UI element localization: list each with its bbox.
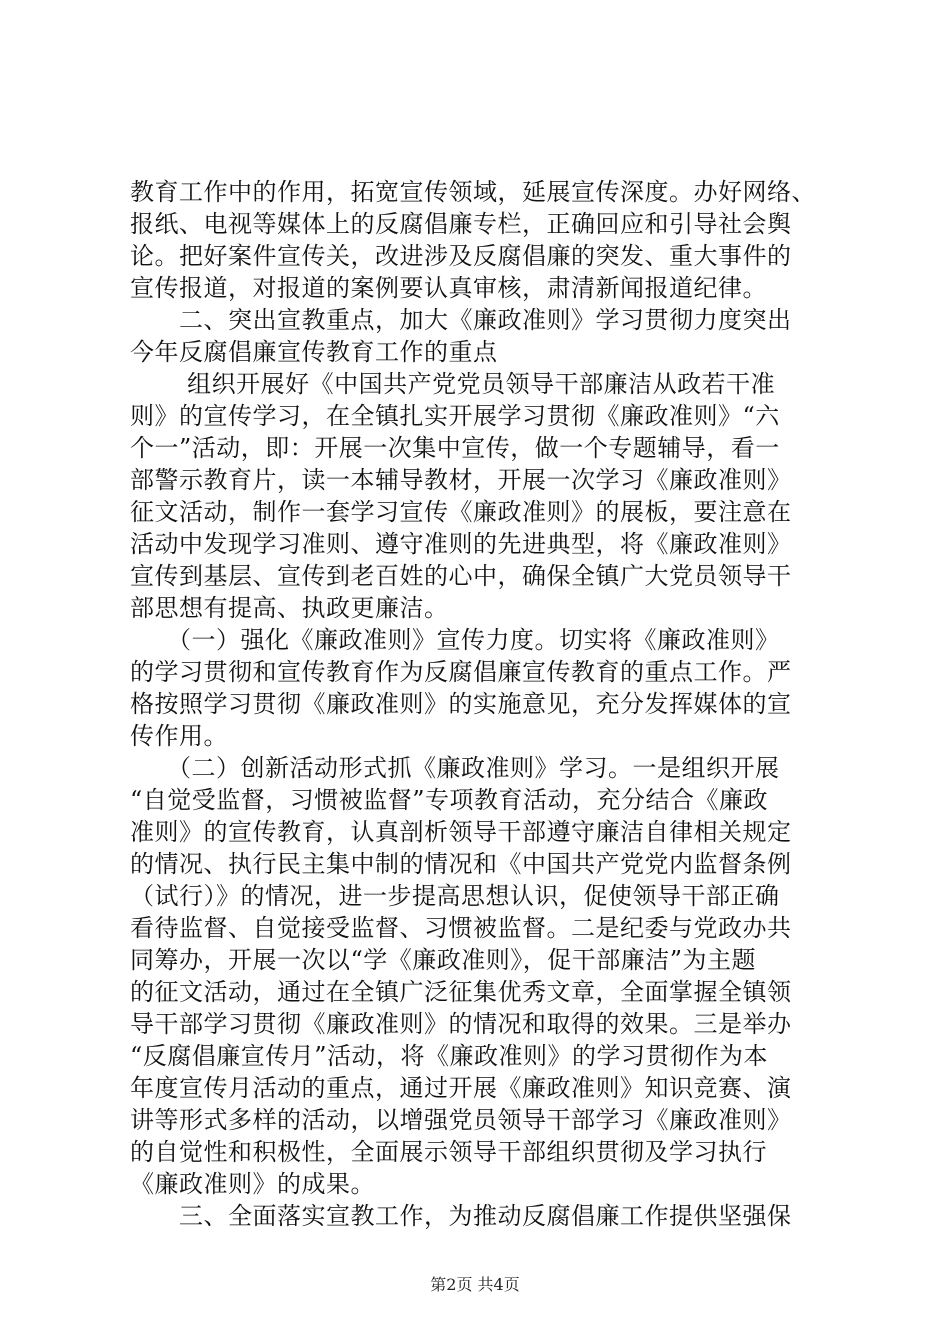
text-line: 教育工作中的作用，拓宽宣传领域，延展宣传深度。办好网络、 [130, 178, 816, 206]
text-line: 年度宣传月活动的重点，通过开展《廉政准则》知识竞赛、演 [130, 1074, 792, 1102]
text-line: 组织开展好《中国共产党党员领导干部廉洁从政若干准 [130, 370, 776, 398]
text-line: 报纸、电视等媒体上的反腐倡廉专栏，正确回应和引导社会舆 [130, 210, 792, 238]
text-line: 的征文活动，通过在全镇广泛征集优秀文章，全面掌握全镇领 [130, 978, 792, 1006]
text-line: 准则》的宣传教育，认真剖析领导干部遵守廉洁自律相关规定 [130, 818, 792, 846]
text-line: 的自觉性和积极性，全面展示领导干部组织贯彻及学习执行 [130, 1138, 767, 1166]
text-line: （二）创新活动形式抓《廉政准则》学习。一是组织开展 [130, 754, 780, 782]
text-line: 看待监督、自觉接受监督、习惯被监督。二是纪委与党政办共 [130, 914, 792, 942]
text-line: 传作用。 [130, 722, 228, 750]
text-line: 《廉政准则》的成果。 [130, 1170, 375, 1198]
text-line: 活动中发现学习准则、遵守准则的先进典型，将《廉政准则》 [130, 530, 792, 558]
text-line: 部警示教育片，读一本辅导教材，开展一次学习《廉政准则》 [130, 466, 792, 494]
text-line: 宣传到基层、宣传到老百姓的心中，确保全镇广大党员领导干 [130, 562, 792, 590]
text-line: （一）强化《廉政准则》宣传力度。切实将《廉政准则》 [130, 626, 780, 654]
section-heading-line: 三、全面落实宣教工作，为推动反腐倡廉工作提供坚强保 [130, 1202, 792, 1230]
text-line: “反腐倡廉宣传月”活动，将《廉政准则》的学习贯彻作为本 [130, 1042, 769, 1070]
text-line: 征文活动，制作一套学习宣传《廉政准则》的展板，要注意在 [130, 498, 792, 526]
text-line: 同筹办，开展一次以“学《廉政准则》，促干部廉洁”为主题 [130, 946, 757, 974]
text-line: 导干部学习贯彻《廉政准则》的情况和取得的效果。三是举办 [130, 1010, 792, 1038]
text-line: 的情况、执行民主集中制的情况和《中国共产党党内监督条例 [130, 850, 792, 878]
text-line: 宣传报道，对报道的案例要认真审核，肃清新闻报道纪律。 [130, 274, 767, 302]
page-number-footer: 第2页 共4页 [430, 1275, 520, 1294]
text-line: 部思想有提高、执政更廉洁。 [130, 594, 449, 622]
text-line: 个一”活动，即：开展一次集中宣传，做一个专题辅导，看一 [130, 434, 780, 462]
text-line: 则》的宣传学习，在全镇扎实开展学习贯彻《廉政准则》“六 [130, 402, 780, 430]
text-line: 的学习贯彻和宣传教育作为反腐倡廉宣传教育的重点工作。严 [130, 658, 792, 686]
section-heading-line: 今年反腐倡廉宣传教育工作的重点 [130, 338, 498, 366]
text-line: 格按照学习贯彻《廉政准则》的实施意见，充分发挥媒体的宣 [130, 690, 792, 718]
section-heading-line: 二、突出宣教重点，加大《廉政准则》学习贯彻力度突出 [130, 306, 792, 334]
text-line: “自觉受监督，习惯被监督”专项教育活动，充分结合《廉政 [130, 786, 769, 814]
text-line: （试行）》的情况，进一步提高思想认识，促使领导干部正确 [130, 882, 780, 910]
document-body [130, 176, 830, 1232]
text-line: 论。把好案件宣传关，改进涉及反腐倡廉的突发、重大事件的 [130, 242, 792, 270]
text-line: 讲等形式多样的活动，以增强党员领导干部学习《廉政准则》 [130, 1106, 792, 1134]
